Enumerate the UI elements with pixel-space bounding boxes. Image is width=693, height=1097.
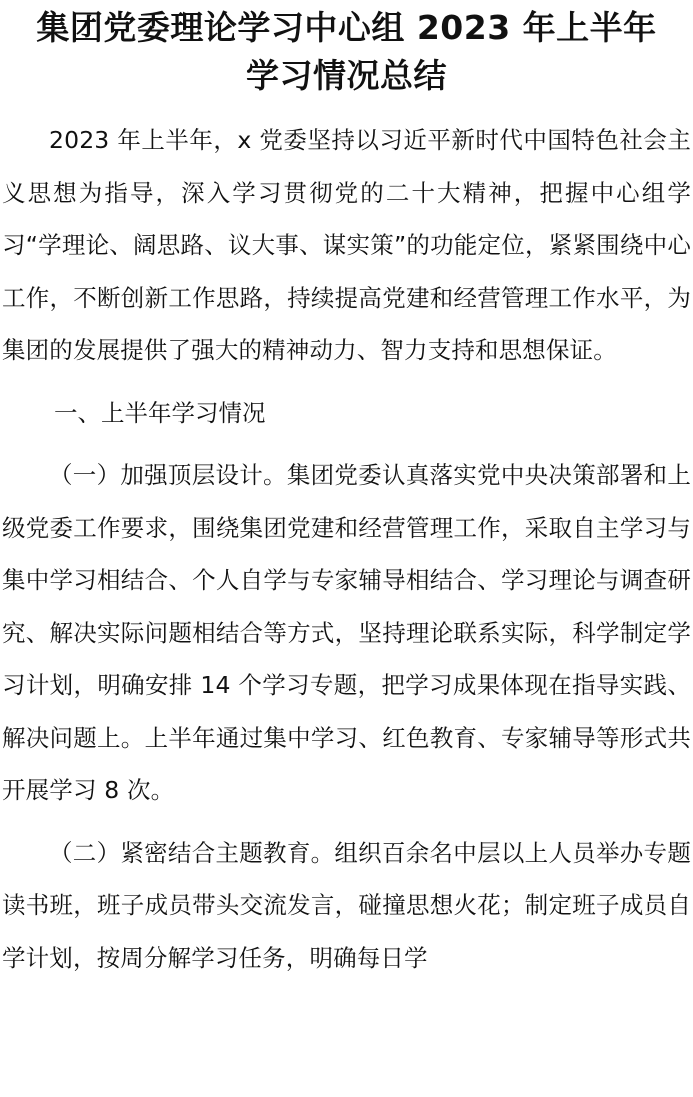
document-body [2,114,691,984]
document-title [2,0,691,100]
section-heading-1: 一、上半年学习情况 [54,398,266,427]
title-line-2: 学习情况总结 [246,56,447,95]
item-paragraph-1: （一）加强顶层设计。集团党委认真落实党中央决策部署和上级党委工作要求，围绕集团党建和经营管理工作，采取自主学习与集中学习相结合、个人自学与专家辅导相结合、学习理论与调查研究、解决实际问题相结合等方式，坚持理论联系实际，科学制定学习计划，明确安排 14 个学习专题，把学习成果体现在指导实践、解决问题上。上半年通过集中学习、红色教育、专家辅导等形式共开展学习 8 次。 [2,461,691,804]
intro-paragraph: 2023 年上半年，x 党委坚持以习近平新时代中国特色社会主义思想为指导，深入学习贯彻党的二十大精神，把握中心组学习“学理论、阔思路、议大事、谋实策”的功能定位，紧紧围绕中心工作，不断创新工作思路，持续提高党建和经营管理工作水平，为集团的发展提供了强大的精神动力、智力支持和思想保证。 [2,126,691,364]
title-line-1: 集团党委理论学习中心组 2023 年上半年 [36,8,657,47]
item-paragraph-2: （二）紧密结合主题教育。组织百余名中层以上人员举办专题读书班，班子成员带头交流发言，碰撞思想火花；制定班子成员自学计划，按周分解学习任务，明确每日学 [2,838,691,972]
